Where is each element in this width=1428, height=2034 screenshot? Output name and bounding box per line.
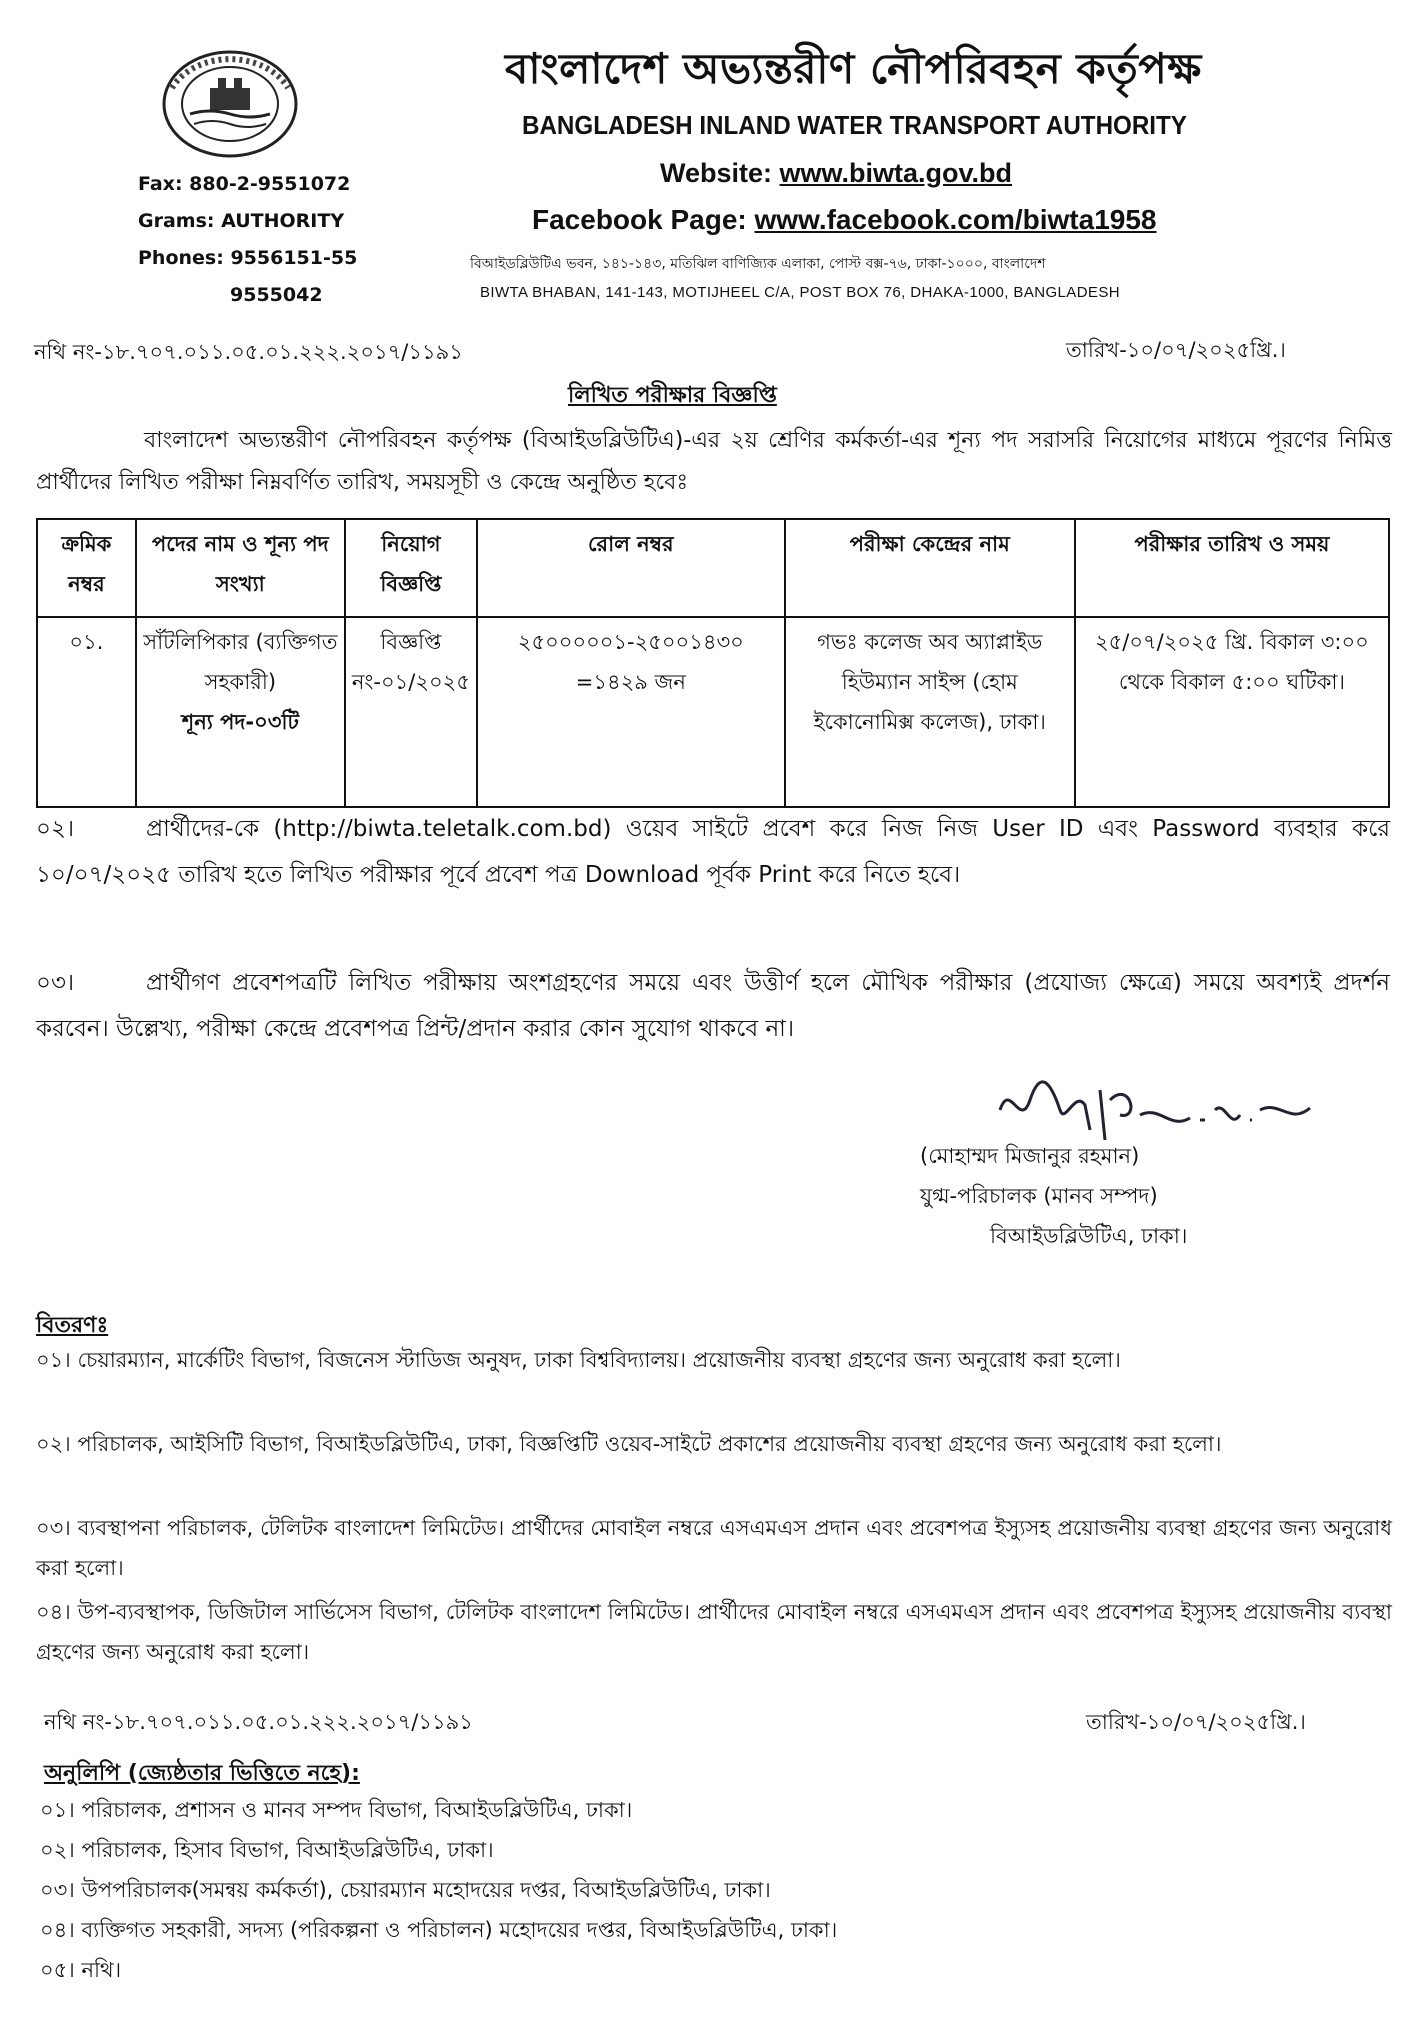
table-row [37,617,1389,807]
address-bangla: বিআইডব্লিউটিএ ভবন, ১৪১-১৪৩, মতিঝিল বাণিজ্যিক এলাকা, পোস্ট বক্স-৭৬, ঢাকা-১০০০, বাংলাদেশ [470,256,1046,272]
memo-date-footer: তারিখ-১০/০৭/২০২৫খ্রি.। [1086,1710,1306,1734]
cell-datetime: ২৫/০৭/২০২৫ খ্রি. বিকাল ৩:০০ থেকে বিকাল ৫:০০ ঘটিকা। [1075,617,1389,807]
cell-post [136,617,345,807]
facebook-label: Facebook Page: [532,204,755,235]
signer-name: (মোহাম্মদ মিজানুর রহমান) [920,1144,1140,1168]
copy-title: অনুলিপি (জ্যেষ্ঠতার ভিত্তিতে নহে): [44,1761,360,1786]
contact-block [138,166,357,314]
paragraph-3-number: ০৩। [36,970,75,996]
header-circular: নিয়োগ বিজ্ঞপ্তি [345,519,477,617]
handwritten-signature [990,1070,1320,1150]
paragraph-2-number: ০২। [36,816,75,842]
header-serial: ক্রমিক নম্বর [37,519,136,617]
website-line [660,158,1012,189]
memo-number: নথি নং-১৮.৭০৭.০১১.০৫.০১.২২২.২০১৭/১১৯১ [34,340,463,364]
header-roll: রোল নম্বর [477,519,785,617]
cell-serial: ০১. [37,617,136,807]
website-link[interactable]: www.biwta.gov.bd [779,158,1013,188]
copy-item: ০৫। নথি। [40,1958,122,1982]
grams: Grams: AUTHORITY [138,210,345,232]
distribution-title: বিতরণঃ [36,1313,109,1338]
exam-schedule-table [36,518,1390,808]
memo-date: তারিখ-১০/০৭/২০২৫খ্রি.। [1066,338,1286,362]
table-header-row [37,519,1389,617]
header-center: পরীক্ষা কেন্দ্রের নাম [785,519,1075,617]
copy-item: ০৩। উপপরিচালক(সমন্বয় কর্মকর্তা), চেয়ারম্যান মহোদয়ের দপ্তর, বিআইডব্লিউটিএ, ঢাকা। [40,1878,771,1902]
phones-2: 9555042 [230,284,323,306]
copy-item: ০২। পরিচালক, হিসাব বিভাগ, বিআইডব্লিউটিএ, ঢাকা। [40,1838,494,1862]
distribution-item: ০২। পরিচালক, আইসিটি বিভাগ, বিআইডব্লিউটিএ, ঢাকা, বিজ্ঞপ্তিটি ওয়েব-সাইটে প্রকাশের প্রয়োজনীয় ব্যবস্থা গ্রহণের জন্য অনুরোধ করা হলো। [36,1432,1222,1456]
cell-circular: বিজ্ঞপ্তি নং-০১/২০২৫ [345,617,477,807]
signer-designation: যুগ্ম-পরিচালক (মানব সম্পদ) [920,1184,1158,1208]
cell-roll: ২৫০০০০০১-২৫০০১৪৩০ =১৪২৯ জন [477,617,785,807]
paragraph-3 [36,960,1390,1052]
fax: Fax: 880-2-9551072 [138,173,351,195]
facebook-line [532,204,1157,236]
header-datetime: পরীক্ষার তারিখ ও সময় [1075,519,1389,617]
notice-intro: বাংলাদেশ অভ্যন্তরীণ নৌপরিবহন কর্তৃপক্ষ (বিআইডব্লিউটিএ)-এর ২য় শ্রেণির কর্মকর্তা-এর শূন্য পদ সরাসরি নিয়োগের মাধ্যমে পূরণের নিমিত্ত প্রার্থীদের লিখিত পরীক্ষা নিম্নবর্ণিত তারিখ, সময়সূচী ও কেন্দ্রে অনুষ্ঠিত হবেঃ [36,428,1392,495]
paragraph-2-text: প্রার্থীদের-কে (http://biwta.teletalk.com.bd) ওয়েব সাইটে প্রবেশ করে নিজ নিজ User ID এবং Password ব্যবহার করে ১০/০৭/২০২৫ তারিখ হতে লিখিত পরীক্ষার পূর্বে প্রবেশ পত্র Download পূর্বক Print করে নিতে হবে। [36,816,1390,888]
vacancy-count: শূন্য পদ-০৩টি [181,710,299,734]
distribution-item: ০৪। উপ-ব্যবস্থাপক, ডিজিটাল সার্ভিসেস বিভাগ, টেলিটক বাংলাদেশ লিমিটেড। প্রার্থীদের মোবাইল নম্বরে এসএমএস প্রদান এবং প্রবেশপত্র ইস্যুসহ প্রয়োজনীয় ব্যবস্থা গ্রহণের জন্য অনুরোধ করা হলো। [36,1600,1392,1664]
memo-number-footer: নথি নং-১৮.৭০৭.০১১.০৫.০১.২২২.২০১৭/১১৯১ [44,1710,473,1734]
org-name-bangla: বাংলাদেশ অভ্যন্তরীণ নৌপরিবহন কর্তৃপক্ষ [505,44,1202,93]
paragraph-2 [36,806,1390,898]
header-post: পদের নাম ও শূন্য পদ সংখ্যা [136,519,345,617]
org-name-english: BANGLADESH INLAND WATER TRANSPORT AUTHORITY [522,110,1187,140]
website-label: Website: [660,158,780,188]
facebook-link[interactable]: www.facebook.com/biwta1958 [754,204,1157,235]
cell-center: গভঃ কলেজ অব অ্যাপ্লাইড হিউম্যান সাইন্স (হোম ইকোনোমিক্স কলেজ), ঢাকা। [785,617,1075,807]
notice-title: লিখিত পরীক্ষার বিজ্ঞপ্তি [568,383,777,408]
phones: Phones: 9556151-55 [138,247,358,269]
paragraph-3-text: প্রার্থীগণ প্রবেশপত্রটি লিখিত পরীক্ষায় অংশগ্রহণের সময়ে এবং উত্তীর্ণ হলে মৌখিক পরীক্ষার (প্রযোজ্য ক্ষেত্রে) সময়ে অবশ্যই প্রদর্শন করবেন। উল্লেখ্য, পরীক্ষা কেন্দ্রে প্রবেশপত্র প্রিন্ট/প্রদান করার কোন সুযোগ থাকবে না। [36,970,1390,1042]
copy-item: ০১। পরিচালক, প্রশাসন ও মানব সম্পদ বিভাগ, বিআইডব্লিউটিএ, ঢাকা। [40,1798,633,1822]
signer-office: বিআইডব্লিউটিএ, ঢাকা। [990,1224,1188,1248]
distribution-item: ০১। চেয়ারম্যান, মার্কেটিং বিভাগ, বিজনেস স্টাডিজ অনুষদ, ঢাকা বিশ্ববিদ্যালয়। প্রয়োজনীয় ব্যবস্থা গ্রহণের জন্য অনুরোধ করা হলো। [36,1348,1121,1372]
distribution-item: ০৩। ব্যবস্থাপনা পরিচালক, টেলিটক বাংলাদেশ লিমিটেড। প্রার্থীদের মোবাইল নম্বরে এসএমএস প্রদান এবং প্রবেশপত্র ইস্যুসহ প্রয়োজনীয় ব্যবস্থা গ্রহণের জন্য অনুরোধ করা হলো। [36,1516,1392,1580]
post-name: সাঁটলিপিকার (ব্যক্তিগত সহকারী) [143,630,338,694]
biwta-seal-logo [160,48,300,160]
address-english: BIWTA BHABAN, 141-143, MOTIJHEEL C/A, POST BOX 76, DHAKA-1000, BANGLADESH [480,284,1120,301]
copy-item: ০৪। ব্যক্তিগত সহকারী, সদস্য (পরিকল্পনা ও পরিচালন) মহোদয়ের দপ্তর, বিআইডব্লিউটিএ, ঢাকা। [40,1918,838,1942]
